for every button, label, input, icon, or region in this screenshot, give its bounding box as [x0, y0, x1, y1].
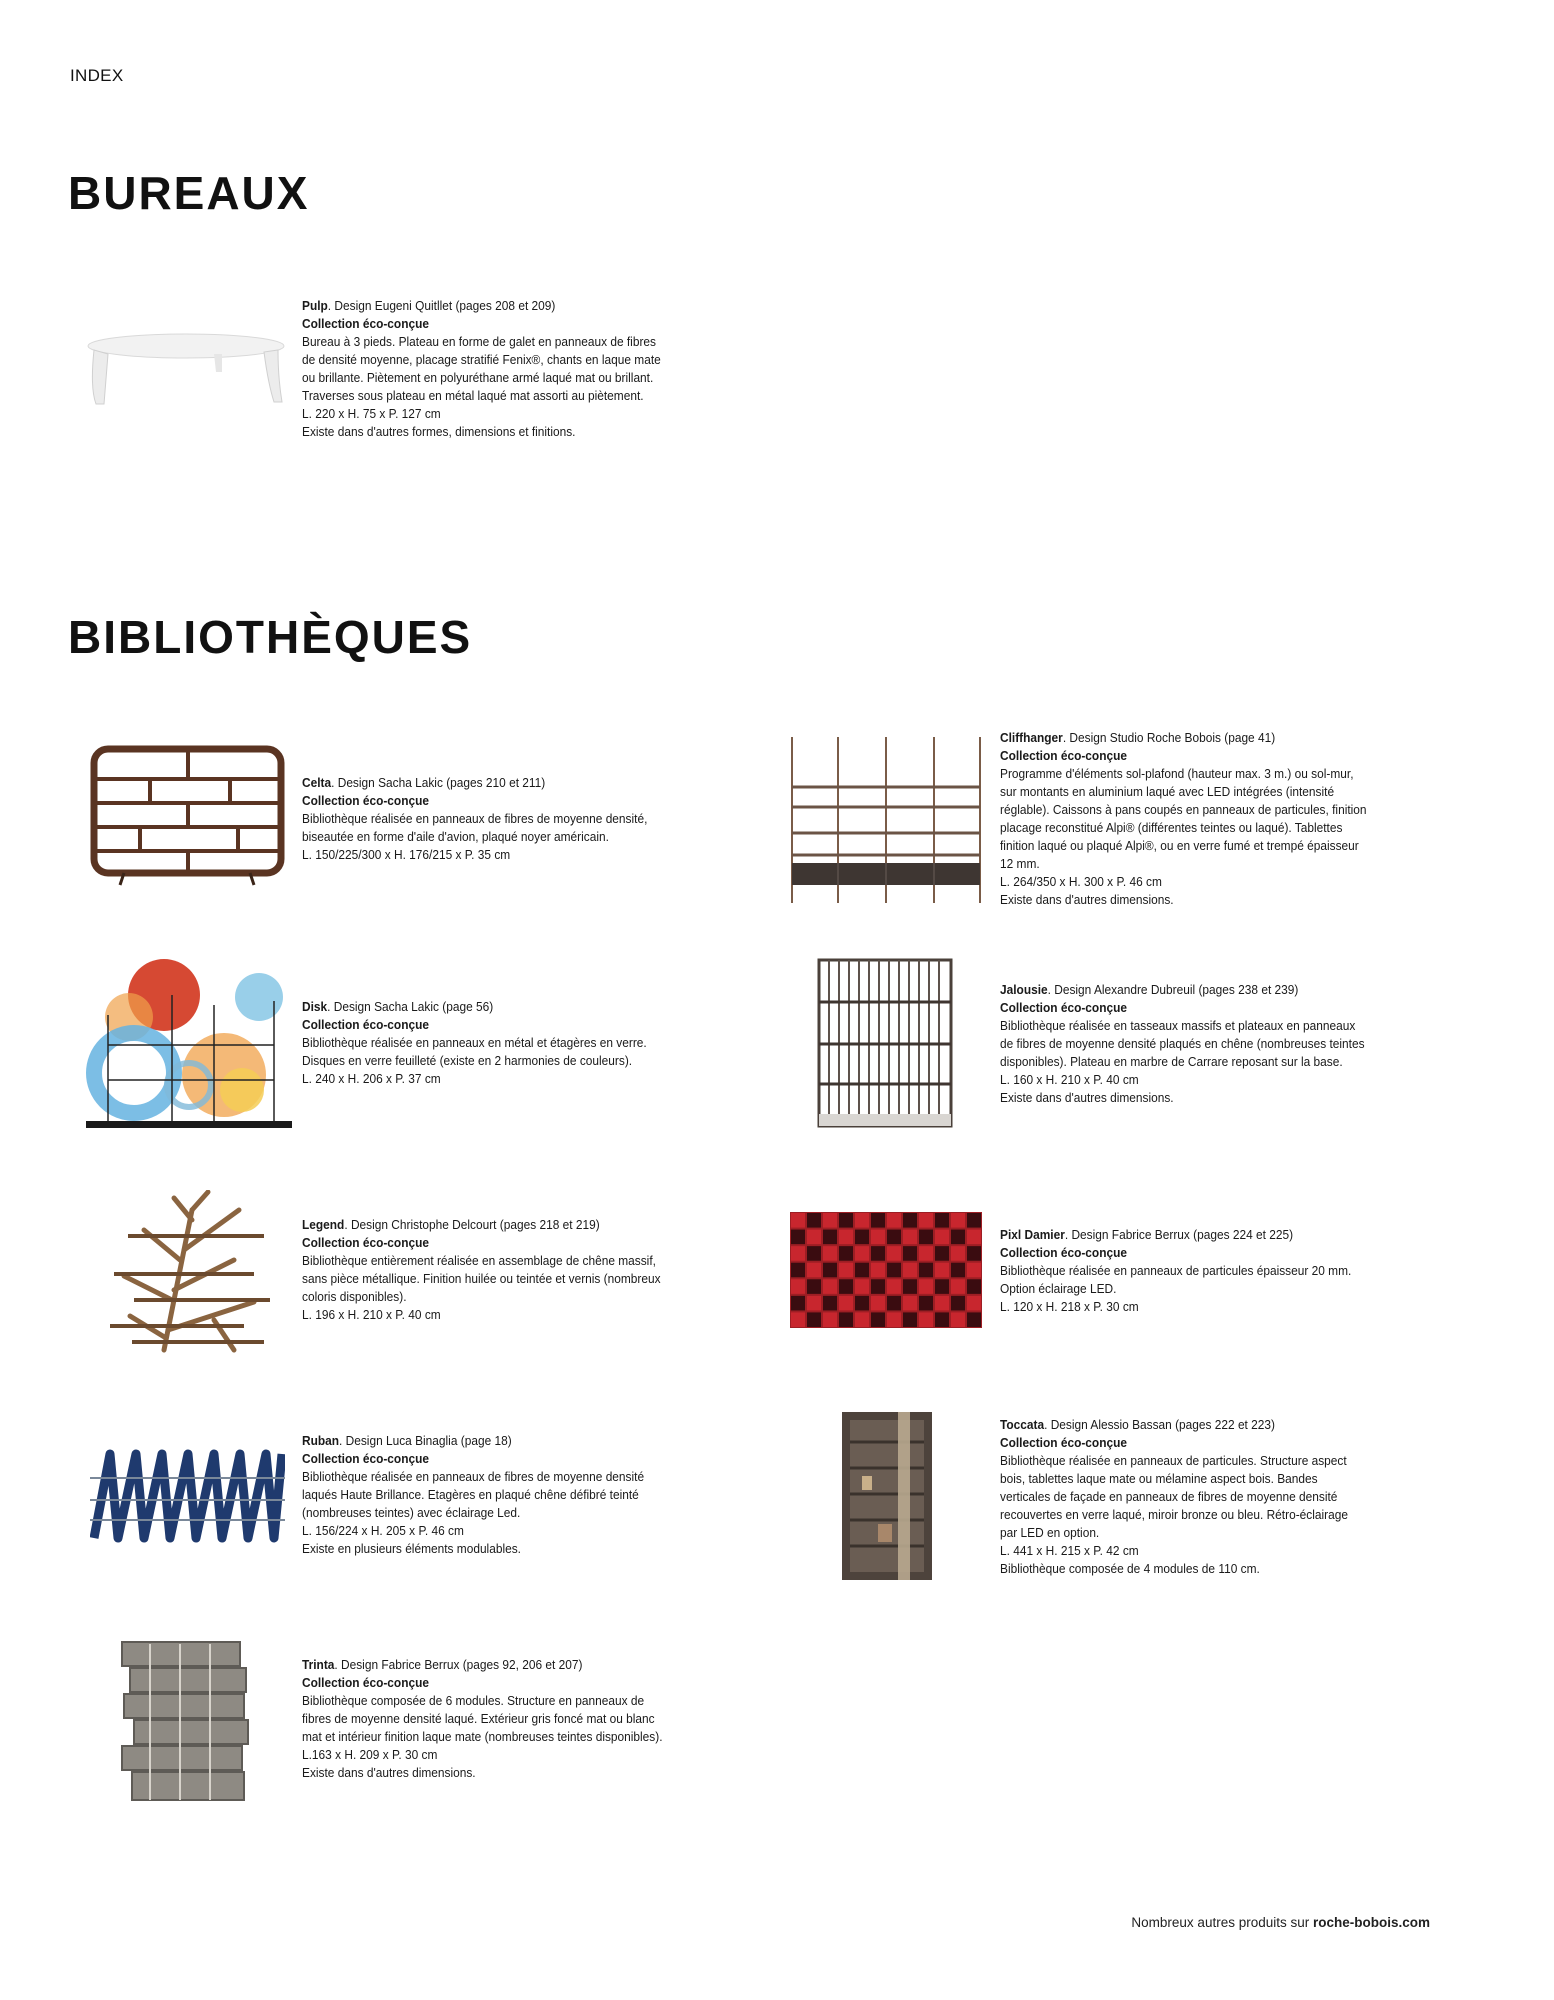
pixl-cell: [839, 1213, 853, 1228]
pixl-cell: [967, 1263, 981, 1278]
pixl-cell: [951, 1296, 965, 1311]
pixl-cell: [791, 1279, 805, 1294]
pixl-cell: [807, 1279, 821, 1294]
section-title-bureaux: BUREAUX: [68, 167, 310, 219]
product-name: Pulp: [302, 298, 328, 313]
pixl-cell: [791, 1312, 805, 1327]
pixl-cell: [855, 1263, 869, 1278]
pixl-cell: [823, 1246, 837, 1261]
product-name: Toccata: [1000, 1417, 1045, 1432]
pixl-cell: [951, 1279, 965, 1294]
pixl-cell: [839, 1296, 853, 1311]
product-jalousie: Jalousie. Design Alexandre Dubreuil (pages 238 et 239) Collection éco-conçue Bibliothèque réalisée en tasseaux massifs et plateaux en panneaux de fibres de moyenne densité plaqués en chêne (nombreuses teintes disponibles). Plateau en marbre de Carrare reposant sur la base. L. 160 x H. 210 x P. 40 cm Existe dans d'autres dimensions.: [1000, 981, 1372, 1107]
product-toccata: Toccata. Design Alessio Bassan (pages 222 et 223) Collection éco-conçue Bibliothèque réalisée en panneaux de particules. Structure aspect bois, tablettes laque mate ou mélamine aspect bois. Bandes verticales de façade en panneaux de fibres de moyenne densité recouvertes en verre laqué, miroir bronze ou bleu. Rétro-éclairage par LED en option. L. 441 x H. 215 x P. 42 cm Bibliothèque composée de 4 modules de 110 cm.: [1000, 1416, 1372, 1578]
pixl-cell: [919, 1246, 933, 1261]
pixl-cell: [823, 1312, 837, 1327]
eco-label: Collection éco-conçue: [1000, 1435, 1127, 1450]
pixl-cell: [871, 1230, 885, 1245]
product-name: Trinta: [302, 1657, 335, 1672]
pixl-cell: [935, 1213, 949, 1228]
pixl-cell: [871, 1263, 885, 1278]
pixl-cell: [951, 1213, 965, 1228]
eco-label: Collection éco-conçue: [1000, 748, 1127, 763]
pixl-cell: [839, 1312, 853, 1327]
pixl-cell: [951, 1263, 965, 1278]
pixl-cell: [791, 1213, 805, 1228]
product-disk: Disk. Design Sacha Lakic (page 56) Collection éco-conçue Bibliothèque réalisée en panneaux en métal et étagères en verre. Disques en verre feuilleté (existe en 2 harmonies de couleurs). L. 240 x H. 206 x P. 37 cm: [302, 998, 674, 1088]
pixl-cell: [791, 1246, 805, 1261]
pixl-cell: [887, 1213, 901, 1228]
pixl-cell: [887, 1279, 901, 1294]
pixl-cell: [855, 1279, 869, 1294]
pixl-cell: [903, 1230, 917, 1245]
product-name: Disk: [302, 999, 328, 1014]
pixl-cell: [887, 1312, 901, 1327]
pixl-cell: [967, 1279, 981, 1294]
pixl-cell: [807, 1312, 821, 1327]
pixl-cell: [887, 1230, 901, 1245]
product-pulp: Pulp. Design Eugeni Quitllet (pages 208 et 209) Collection éco-conçue Bureau à 3 pieds. Plateau en forme de galet en panneaux de fibres de densité moyenne, placage stratifié Fenix®, chants en laque mate ou brillante. Piètement en polyuréthane armé laqué mat ou brillant. Traverses sous plateau en métal laqué mat assorti au piètement. L. 220 x H. 75 x P. 127 cm Existe dans d'autres formes, dimensions et finitions.: [302, 297, 674, 441]
pixl-cell: [935, 1296, 949, 1311]
pixl-cell: [935, 1263, 949, 1278]
product-legend: Legend. Design Christophe Delcourt (pages 218 et 219) Collection éco-conçue Bibliothèque entièrement réalisée en assemblage de chêne massif, sans pièce métallique. Finition huilée ou teintée et vernis (nombreux coloris disponibles). L. 196 x H. 210 x P. 40 cm: [302, 1216, 674, 1324]
pixl-cell: [807, 1263, 821, 1278]
pixl-cell: [871, 1213, 885, 1228]
pixl-cell: [791, 1230, 805, 1245]
product-name: Celta: [302, 775, 332, 790]
pixl-cell: [903, 1296, 917, 1311]
pixl-cell: [855, 1296, 869, 1311]
eco-label: Collection éco-conçue: [302, 1235, 429, 1250]
product-celta: Celta. Design Sacha Lakic (pages 210 et 211) Collection éco-conçue Bibliothèque réalisée en panneaux de fibres de moyenne densité, biseautée en forme d'aile d'avion, plaqué noyer américain. L. 150/225/300 x H. 176/215 x P. 35 cm: [302, 774, 674, 864]
cliffhanger-shelving-image: [786, 735, 986, 905]
product-name: Ruban: [302, 1433, 340, 1448]
pixl-cell: [823, 1279, 837, 1294]
disk-bookcase-image: [84, 955, 294, 1130]
pixl-cell: [871, 1246, 885, 1261]
section-title-bibliotheques: BIBLIOTHÈQUES: [68, 611, 473, 663]
eco-label: Collection éco-conçue: [1000, 1245, 1127, 1260]
pixl-cell: [871, 1312, 885, 1327]
pixl-cell: [871, 1296, 885, 1311]
pixl-cell: [919, 1263, 933, 1278]
eco-label: Collection éco-conçue: [1000, 1000, 1127, 1015]
pixl-cell: [839, 1230, 853, 1245]
product-cliffhanger: Cliffhanger. Design Studio Roche Bobois (page 41) Collection éco-conçue Programme d'éléments sol-plafond (hauteur max. 3 m.) ou sol-mur, sur montants en aluminium laqué avec LED intégrées (intensité réglable). Caissons à pans coupés en panneaux de particules, finition placage reconstitué Alpi® (différentes teintes ou laqué). Tablettes finition laqué ou plaqué Alpi®, ou en verre fumé et trempé épaisseur 12 mm. L. 264/350 x H. 300 x P. 46 cm Existe dans d'autres dimensions.: [1000, 729, 1372, 909]
pixl-cell: [807, 1296, 821, 1311]
pixl-cell: [823, 1213, 837, 1228]
pixl-cell: [823, 1230, 837, 1245]
pixl-cell: [855, 1312, 869, 1327]
legend-bookcase-image: [104, 1190, 274, 1355]
pixl-cell: [919, 1296, 933, 1311]
eco-label: Collection éco-conçue: [302, 1017, 429, 1032]
eco-label: Collection éco-conçue: [302, 1451, 429, 1466]
product-name: Legend: [302, 1217, 345, 1232]
pixl-cell: [967, 1230, 981, 1245]
pixl-cell: [951, 1312, 965, 1327]
product-name: Cliffhanger: [1000, 730, 1063, 745]
pixl-damier-bookcase-image: [790, 1212, 982, 1328]
pixl-cell: [935, 1312, 949, 1327]
product-name: Pixl Damier: [1000, 1227, 1065, 1242]
pixl-cell: [807, 1230, 821, 1245]
pixl-cell: [935, 1279, 949, 1294]
pixl-cell: [919, 1312, 933, 1327]
pixl-cell: [967, 1296, 981, 1311]
pixl-cell: [919, 1213, 933, 1228]
product-pixl-damier: Pixl Damier. Design Fabrice Berrux (pages 224 et 225) Collection éco-conçue Bibliothèque réalisée en panneaux de particules épaisseur 20 mm. Option éclairage LED. L. 120 x H. 218 x P. 30 cm: [1000, 1226, 1372, 1316]
product-ruban: Ruban. Design Luca Binaglia (page 18) Collection éco-conçue Bibliothèque réalisée en panneaux de fibres de moyenne densité laqués Haute Brillance. Etagères en plaqué chêne défibré teinté (nombreuses teintes) avec éclairage Led. L. 156/224 x H. 205 x P. 46 cm Existe en plusieurs éléments modulables.: [302, 1432, 674, 1558]
pixl-cell: [791, 1263, 805, 1278]
pixl-cell: [967, 1312, 981, 1327]
pixl-cell: [967, 1246, 981, 1261]
pixl-cell: [951, 1230, 965, 1245]
pixl-cell: [935, 1230, 949, 1245]
pixl-cell: [887, 1246, 901, 1261]
pixl-cell: [903, 1312, 917, 1327]
pulp-desk-image: [86, 328, 286, 408]
product-trinta: Trinta. Design Fabrice Berrux (pages 92, 206 et 207) Collection éco-conçue Bibliothèque composée de 6 modules. Structure en panneaux de fibres de moyenne densité laqué. Extérieur gris foncé mat ou blanc mat et intérieur finition laque mate (nombreuses teintes disponibles). L.163 x H. 209 x P. 30 cm Existe dans d'autres dimensions.: [302, 1656, 674, 1782]
pixl-cell: [903, 1279, 917, 1294]
trinta-bookcase-image: [120, 1640, 252, 1805]
pixl-cell: [951, 1246, 965, 1261]
pixl-cell: [855, 1246, 869, 1261]
pixl-cell: [903, 1213, 917, 1228]
pixl-cell: [823, 1263, 837, 1278]
index-label: INDEX: [70, 66, 124, 85]
pixl-cell: [839, 1246, 853, 1261]
pixl-cell: [919, 1230, 933, 1245]
pixl-cell: [855, 1213, 869, 1228]
pixl-cell: [871, 1279, 885, 1294]
jalousie-bookcase-image: [815, 958, 955, 1130]
eco-label: Collection éco-conçue: [302, 316, 429, 331]
pixl-cell: [839, 1279, 853, 1294]
pixl-cell: [967, 1213, 981, 1228]
celta-bookcase-image: [90, 745, 285, 890]
pixl-cell: [807, 1213, 821, 1228]
footer-note: Nombreux autres produits sur roche-bobois.com: [1131, 1915, 1430, 1930]
pixl-cell: [807, 1246, 821, 1261]
pixl-cell: [855, 1230, 869, 1245]
pixl-cell: [919, 1279, 933, 1294]
product-name: Jalousie: [1000, 982, 1048, 997]
eco-label: Collection éco-conçue: [302, 793, 429, 808]
pixl-cell: [839, 1263, 853, 1278]
pixl-cell: [903, 1246, 917, 1261]
website-link[interactable]: roche-bobois.com: [1312, 1915, 1430, 1930]
toccata-bookcase-image: [842, 1412, 932, 1580]
pixl-cell: [887, 1296, 901, 1311]
pixl-cell: [823, 1296, 837, 1311]
ruban-bookcase-image: [90, 1448, 285, 1543]
pixl-cell: [903, 1263, 917, 1278]
pixl-cell: [887, 1263, 901, 1278]
pixl-cell: [791, 1296, 805, 1311]
pixl-cell: [935, 1246, 949, 1261]
eco-label: Collection éco-conçue: [302, 1675, 429, 1690]
